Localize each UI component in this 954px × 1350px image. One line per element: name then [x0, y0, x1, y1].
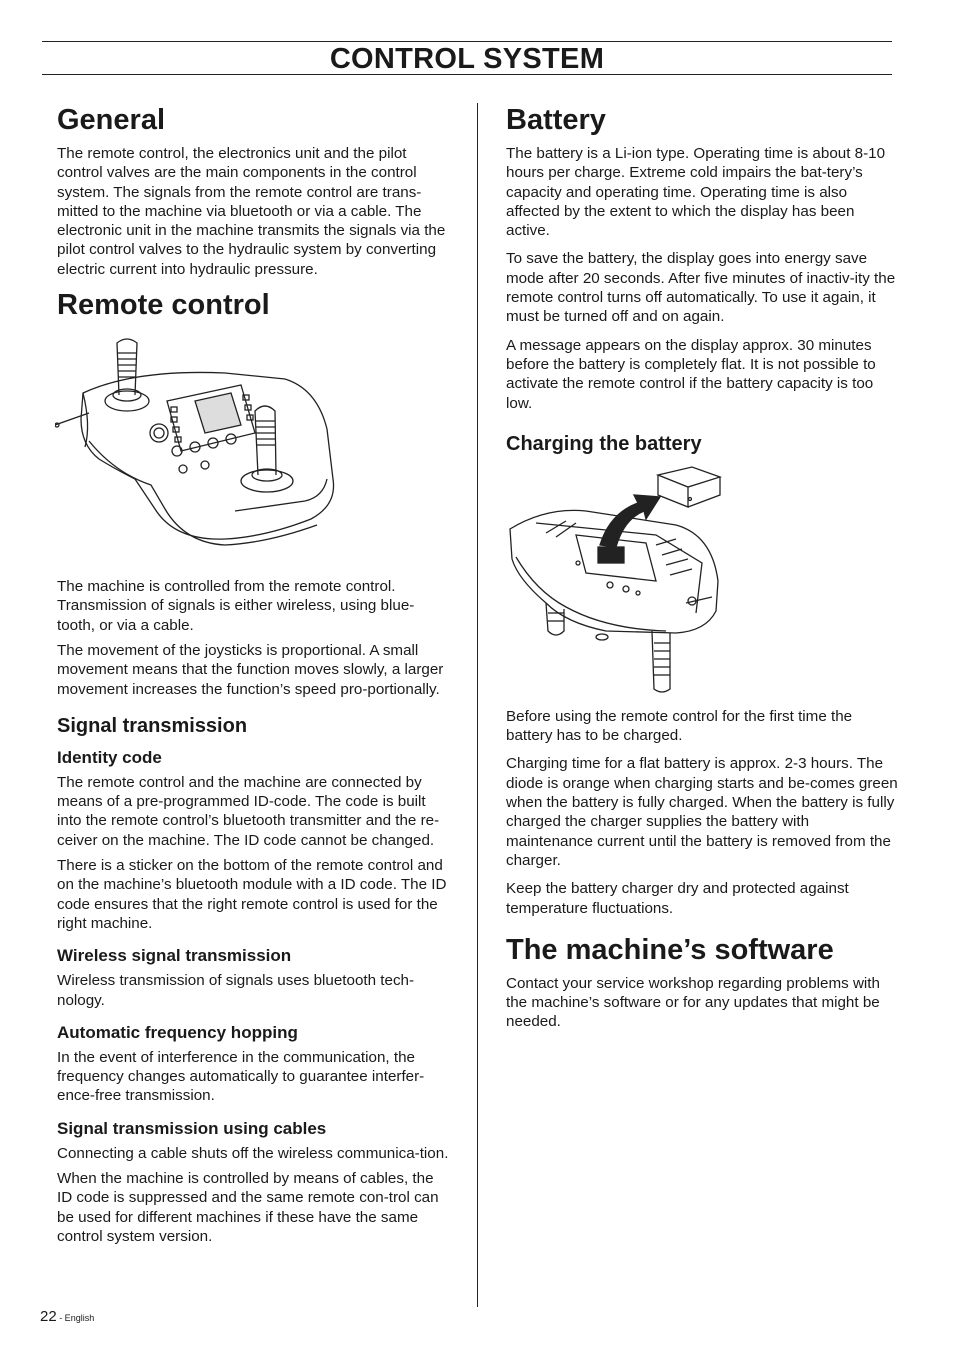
wireless-heading: Wireless signal transmission	[57, 946, 292, 966]
page-title: CONTROL SYSTEM	[329, 43, 605, 75]
section-charging	[506, 431, 898, 918]
software-heading: The machine’s software	[506, 933, 834, 966]
section-general	[57, 100, 452, 279]
remote-control-paragraph-2: The movement of the joysticks is proportional. A small movement means that the function moves slowly, a larger movement increases the function’s speed pro-portionally.	[57, 641, 444, 698]
identity-code-paragraph-2: There is a sticker on the bottom of the remote control and on the machine’s bluetooth module with a ID code. The ID code ensures that the right remote control is used for the right machine.	[57, 857, 447, 932]
general-heading: General	[57, 104, 165, 136]
battery-paragraph-1: The battery is a Li-ion type. Operating time is about 8-10 hours per charge. Extreme cold impairs the bat-tery’s capacity and operating time. Operating time is also affected by the extent to which the display has been active.	[506, 145, 886, 240]
page-number: 22	[40, 1308, 57, 1325]
wireless-paragraph: Wireless transmission of signals uses bluetooth tech-nology.	[57, 972, 415, 1009]
software-paragraph: Contact your service workshop regarding problems with the machine’s software or for any updates that might be needed.	[506, 974, 880, 1031]
remote-control-illustration	[55, 329, 345, 563]
section-remote-control	[57, 285, 452, 699]
frequency-hopping-paragraph: In the event of interference in the communication, the frequency changes automatically to guarantee interfer-ence-free transmission.	[57, 1048, 425, 1105]
charging-heading: Charging the battery	[506, 432, 702, 455]
cables-heading: Signal transmission using cables	[57, 1118, 327, 1138]
signal-transmission-heading: Signal transmission	[57, 714, 248, 737]
battery-paragraph-2: To save the battery, the display goes into energy save mode after 20 seconds. After five minutes of inactiv-ity the remote control turns off automatically. To use it again, it must be turned off and on again.	[506, 250, 896, 326]
page-footer	[40, 1308, 94, 1325]
identity-code-paragraph-1: The remote control and the machine are connected by means of a pre-programmed ID-code. The code is built into the remote control’s bluetooth transmitter and the re-ceiver on the machine. The ID code cannot be changed.	[57, 773, 440, 849]
identity-code-heading: Identity code	[57, 747, 162, 767]
frequency-hopping-heading: Automatic frequency hopping	[57, 1022, 298, 1042]
cables-paragraph-2: When the machine is controlled by means of cables, the ID code is suppressed and the same remote con-trol can be used for different machines if these have the same control system version.	[57, 1170, 439, 1245]
remote-control-paragraph-1: The machine is controlled from the remote control. Transmission of signals is either wireless, using blue-tooth, or via a cable.	[57, 578, 415, 634]
section-software	[506, 930, 898, 1032]
header-rule-top	[42, 41, 892, 42]
right-column	[506, 100, 898, 1038]
charging-paragraph-3: Keep the battery charger dry and protected against temperature fluctuations.	[506, 880, 849, 917]
battery-charging-illustration	[506, 463, 722, 695]
section-battery	[506, 100, 898, 413]
general-body: The remote control, the electronics unit and the pilot control valves are the main components in the control system. The signals from the remote control are trans-mitted to the machine via bluetooth or via a cable. The electronic unit in the machine transmits the signals via the pilot control valves to the hydraulic system by converting electric current into hydraulic pressure.	[57, 145, 446, 278]
charging-paragraph-1: Before using the remote control for the first time the battery has to be charged.	[506, 707, 853, 745]
battery-paragraph-3: A message appears on the display approx. 30 minutes before the battery is completely flat. It is not possible to activate the remote control if the battery capacity is too low.	[506, 336, 876, 412]
battery-heading: Battery	[506, 104, 606, 136]
charging-paragraph-2: Charging time for a flat battery is approx. 2-3 hours. The diode is orange when charging starts and be-comes green when the battery is fully charged. When the battery is fully charged the charger supplies the battery with maintenance current until the battery is removed from the charger.	[506, 755, 898, 869]
header-rule-bottom	[42, 74, 892, 75]
left-column	[57, 100, 452, 1252]
cables-paragraph-1: Connecting a cable shuts off the wireless communica-tion.	[57, 1144, 449, 1162]
section-signal-transmission	[57, 713, 452, 1246]
remote-control-heading: Remote control	[57, 289, 270, 322]
column-divider	[477, 103, 478, 1307]
footer-language: - English	[56, 1313, 95, 1323]
